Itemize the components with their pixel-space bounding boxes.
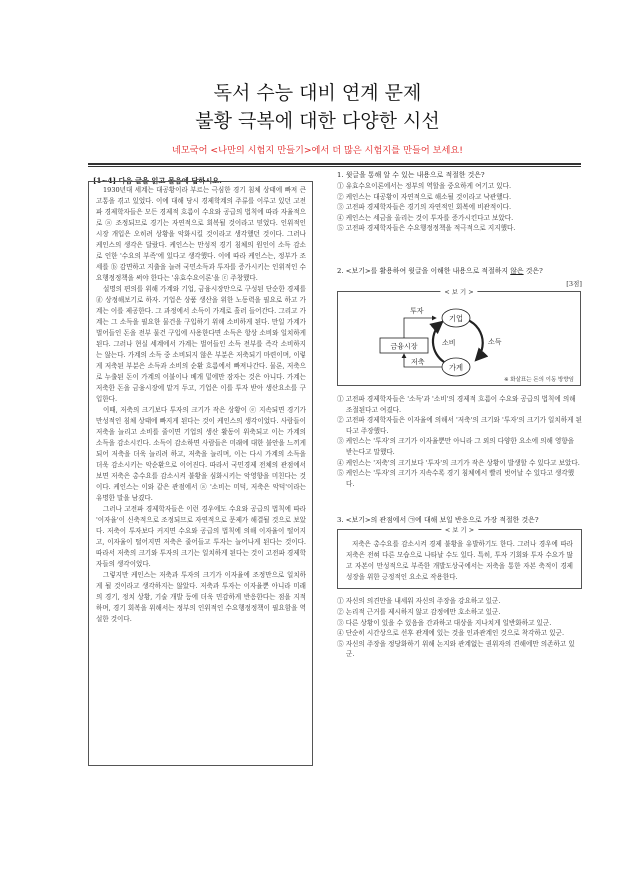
question-3-stem: 3. <보기>의 관점에서 ㉠에 대해 보일 반응으로 가장 적절한 것은?	[337, 516, 539, 525]
question-2-option-4[interactable]: ④ 케인스는 '저축'의 크기보다 '투자'의 크기가 작은 상황이 발생할 수 있다고 보았다.	[337, 458, 580, 467]
question-2-stem	[337, 266, 582, 277]
finance-label: 금융시장	[390, 342, 418, 351]
saving-label: 저축	[411, 357, 425, 366]
passage-paragraph-1: 1930년대 세계는 대공황이라 부르는 극심한 경기 침체 상태에 빠져 큰 고통을 겪고 있었다. 이에 대해 당시 경제학계의 주류를 이루고 있던 고전파 경제학자들은 모든 경제적 흐름이 수요와 공급의 법칙에 따라 자율적으로 ⓐ 조정되므로 경기는 자연적으로 회복될 것이라고 믿었다. 인위적인 시장 개입은 오히려 상황을 악화시킬 것이라고 생각했던 것이다. 그러나 케인스의 생각은 달랐다. 케인스는 만성적 경기 침체의 원인이 소득 감소로 인한 '수요의 부족'에 있다고 생각했다. 이에 따라 케인스는, 정부가 조세를 ⓑ 감면하고 지출을 늘려 국민소득과 투자를 증가시키는 인위적인 수요행정정책을 써야 한다는 '유효수요이론'을 ⓒ 주창했다.	[96, 186, 306, 282]
question-1-option-4[interactable]: ④ 케인스는 세금을 올리는 것이 투자를 증가시킨다고 보았다.	[337, 213, 514, 222]
question-3-option-4[interactable]: ④ 단순히 시간상으로 선후 관계에 있는 것을 인과관계인 것으로 착각하고 있군.	[337, 629, 565, 638]
question-2-points: [3점]	[566, 279, 582, 288]
promo-text: 네모국어 <나만의 시험지 만들기>에서 더 많은 시험지를 만들어 보세요!	[172, 145, 463, 156]
title-line-2: 불황 극복에 대한 다양한 시선	[195, 110, 440, 132]
question-1-option-2[interactable]: ② 케인스는 대공황이 자연적으로 해소될 것이라고 낙관했다.	[337, 192, 512, 201]
question-3-option-2[interactable]: ② 논리적 근거를 제시하지 않고 감정에만 호소하고 있군.	[337, 607, 501, 616]
question-2-stem-prefix: 2. <보기>를 활용하여 윗글을 이해한 내용으로 적절하지	[337, 266, 511, 275]
passage-paragraph-3: 이때, 저축의 크기보다 투자의 크기가 작은 상황이 ⓔ 지속되면 경기가 만성적인 침체 상태에 빠지게 된다는 것이 케인스의 생각이었다. 사람들이 저축을 늘리고 소비를 줄이면 기업의 생산 활동이 위축되고 이는 가계의 소득을 감소시킨다. 소득이 감소하면 사람들은 미래에 대한 불안을 느끼게 되어 저축을 더욱 늘리려 하고, 저축을 늘리며, 이는 다시 가계의 소득을 더욱 감소시키는 악순환으로 이어진다. 따라서 국민경제 전체의 관점에서 보면 저축은 총수요를 감소시켜 불황을 심화시키는 악영향을 미친다는 것이다. 케인스는 이와 같은 관점에서 ⓐ '소비는 미덕, 저축은 악덕'이라는 유명한 말을 남겼다.	[96, 406, 306, 502]
question-2-bogi-box	[337, 287, 581, 386]
question-1-option-5[interactable]: ⑤ 고전파 경제학자들은 수요행정정책을 적극적으로 지지했다.	[337, 224, 516, 233]
passage-paragraph-5: 그렇지만 케인스는 저축과 투자의 크기가 이자율에 조정만으로 일치하게 될 것이라고 생각하지는 않았다. 저축과 투자는 이자율뿐 아니라 미래의 경기, 정치 상황, 기술 개발 등에 더욱 민감하게 반응한다는 점을 지적하며, 경기 회복을 위해서는 정부의 인위적인 수요행정정책이 필요함을 역설한 것이다.	[96, 571, 306, 623]
income-label: 소득	[488, 337, 502, 346]
passage-paragraph-4: 그러나 고전파 경제학자들은 이런 경우에도 수요와 공급의 법칙에 따라 '이자율'이 신축적으로 조정되므로 자연적으로 문제가 해결될 것으로 보았다. 저축이 투자보다 커지면 수요와 공급의 법칙에 의해 이자율이 떨어지고, 이자율이 떨어지면 저축은 줄어들고 투자는 늘어나게 된다는 것이다. 따라서 저축의 크기와 투자의 크기는 일치하게 된다는 것이 고전파 경제학자들의 생각이었다.	[96, 505, 306, 568]
question-2-option-2[interactable]: ② 고전파 경제학자들은 이자율에 의해서 '저축'의 크기와 '투자'의 크기가 일치하게 된다고 주장했다.	[337, 416, 582, 435]
questions-column	[337, 170, 582, 660]
question-2-stem-suffix: 것은?	[523, 266, 543, 275]
invest-arrow	[404, 318, 436, 338]
question-3-option-1[interactable]: ① 자신의 의견만을 내세워 자신의 주장을 강요하고 있군.	[337, 597, 501, 606]
diagram-note: ※ 화살표는 돈의 이동 방향임	[503, 376, 574, 383]
consume-label: 소비	[442, 338, 456, 347]
question-2-option-3[interactable]: ③ 케인스는 '투자'의 크기가 이자율뿐만 아니라 그 외의 다양한 요소에 의해 영향을 받는다고 말했다.	[337, 437, 575, 456]
question-2-option-5[interactable]: ⑤ 케인스는 '투자'의 크기가 지속수록 경기 침체에서 빨리 벗어날 수 있다고 생각했다.	[337, 469, 575, 488]
question-1	[337, 170, 582, 234]
header-divider-thin	[88, 166, 581, 167]
firm-label: 기업	[448, 313, 464, 323]
title-line-1: 독서 수능 대비 연계 문제	[213, 82, 422, 104]
passage-paragraph-2: 설명의 편의를 위해 가계와 기업, 금융시장만으로 구성된 단순한 경제를 ⓓ 상정해보기로 하자. 기업은 상품 생산을 위한 노동력을 필요로 하고 가계는 이를 제공한다. 그 과정에서 소득이 가계로 흘러 들어간다. 그리고 가계는 그 소득을 필요한 물건을 구입하기 위해 소비하게 된다. 만일 가계가 벌어들인 돈을 전부 물건 구입에 사용한다면 소득은 항상 소비와 일치하게 된다. 그러나 현실 세계에서 가계는 벌어들인 소득 전부를 즉각 소비하지는 않는다. 가계의 소득 중 소비되지 않은 부분은 저축되기 마련이며, 이렇게 저축된 부분은 소득과 소비의 순환 흐름에서 빠져나간다. 물론, 저축으로 누출된 돈이 가계의 이불이나 베개 밑에만 잠자는 것은 아니다. 가계는 저축한 돈을 금융시장에 맡겨 두고, 기업은 이를 투자 받아 생산요소를 구입한다.	[96, 285, 306, 403]
question-3-bogi-text: 저축은 총수요를 감소시켜 경제 불황을 유발하기도 한다. 그러나 경우에 따라 저축은 전혀 다른 모습으로 나타날 수도 있다. 특히, 투자 기회와 투자 수요가 많고 자본이 만성적으로 부족한 개발도상국에서는 저축을 통한 자본 축적이 경제 성장을 위한 긍정적인 요소로 작용한다.	[346, 540, 573, 582]
question-3-bogi-box	[337, 526, 582, 589]
invest-label: 투자	[410, 306, 424, 315]
header-divider-thick	[88, 163, 581, 165]
question-3-option-5[interactable]: ⑤ 자신의 주장을 정당화하기 위해 논지와 관계없는 권위자의 견해에만 의존하고 있군.	[337, 639, 575, 659]
reading-passage	[88, 181, 313, 766]
question-1-stem: 1. 윗글을 통해 알 수 있는 내용으로 적절한 것은?	[337, 171, 485, 179]
money-flow-diagram	[338, 292, 581, 386]
question-1-option-3[interactable]: ③ 고전파 경제학자들은 경기의 자연적인 회복에 비관적이다.	[337, 203, 512, 212]
question-2-bogi-label: < 보 기 >	[440, 287, 477, 296]
passage-instruction: [1~4] 다음 글을 읽고 물음에 답하시오.	[93, 176, 222, 185]
question-3-bogi-label: < 보 기 >	[441, 525, 478, 534]
question-2	[337, 266, 582, 489]
question-2-stem-emphasis: 않은	[510, 266, 524, 275]
question-2-option-1[interactable]: ① 고전파 경제학자들은 '소득'과 '소비'의 경제적 흐름이 수요와 공급의 법칙에 의해 조절된다고 여겼다.	[337, 394, 576, 414]
question-3-option-3[interactable]: ③ 다른 상황이 있을 수 있음을 간과하고 대상을 지나치게 일반화하고 있군.	[337, 618, 552, 627]
question-1-option-1[interactable]: ① 유효수요이론에서는 정부의 역할을 중요하게 여기고 있다.	[337, 182, 512, 190]
question-3	[337, 515, 582, 660]
household-label: 가계	[448, 362, 464, 372]
